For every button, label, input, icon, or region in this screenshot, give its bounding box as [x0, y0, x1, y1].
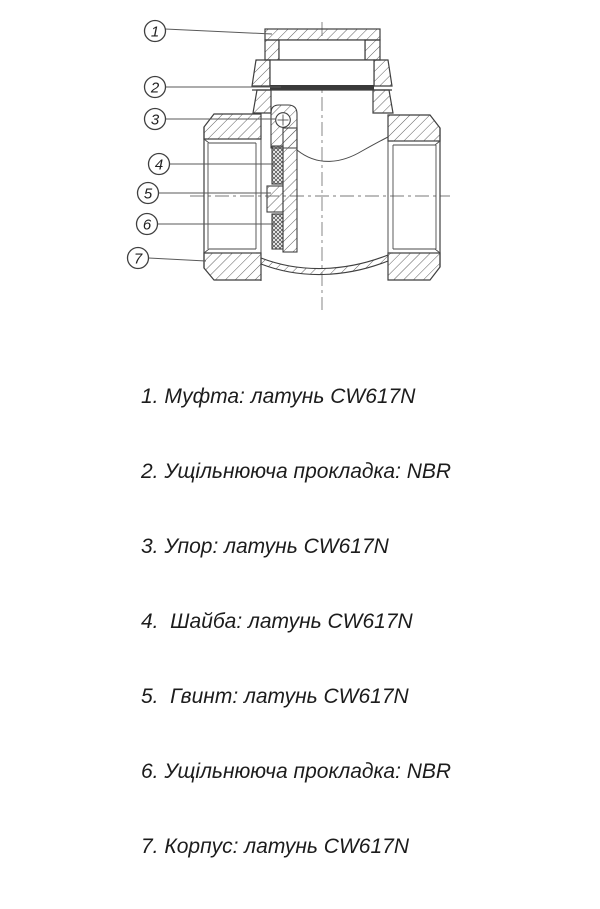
callout-1	[145, 21, 166, 42]
legend-item-1: 1. Муфта: латунь CW617N	[141, 385, 416, 408]
callout-7-number: 7	[133, 250, 143, 268]
legend-item-2: 2. Ущільнююча прокладка: NBR	[141, 460, 452, 483]
cavity-dome-line	[297, 137, 388, 161]
callouts	[128, 21, 170, 269]
callout-5	[138, 183, 159, 204]
cap-coupling	[252, 29, 392, 90]
body-right-port	[388, 115, 440, 280]
right-port-threads	[393, 141, 440, 253]
callout-5-number: 5	[143, 185, 153, 203]
legend-item-5: 5. Гвинт: латунь CW617N	[141, 685, 409, 708]
cap-plug-top	[279, 40, 365, 60]
gasket-lower	[272, 214, 283, 249]
washer-upper	[272, 146, 283, 184]
callout-2	[145, 77, 166, 98]
valve-cross-section-diagram	[0, 0, 600, 330]
callout-2-number: 2	[150, 79, 160, 97]
screw-hinge	[267, 186, 283, 212]
callout-4-number: 4	[154, 156, 164, 174]
legend-item-7: 7. Корпус: латунь CW617N	[141, 835, 409, 858]
flapper-assembly	[267, 105, 297, 252]
legend-item-3: 3. Упор: латунь CW617N	[141, 535, 389, 558]
callout-4	[149, 154, 170, 175]
callout-3	[145, 109, 166, 130]
legend-item-6: 6. Ущільнююча прокладка: NBR	[141, 760, 452, 783]
top-gasket	[270, 85, 374, 90]
disc-plate	[283, 128, 297, 252]
callout-3-number: 3	[150, 111, 160, 129]
callout-6-number: 6	[142, 216, 152, 234]
callout-6	[137, 214, 158, 235]
cap-plug-bottom	[270, 60, 374, 86]
body-bottom-wall	[261, 255, 388, 275]
callout-7	[128, 248, 149, 269]
legend-item-4: 4. Шайба: латунь CW617N	[141, 610, 413, 633]
parts-legend	[141, 334, 451, 909]
body-left-port	[204, 114, 261, 281]
callout-1-number: 1	[150, 23, 160, 41]
